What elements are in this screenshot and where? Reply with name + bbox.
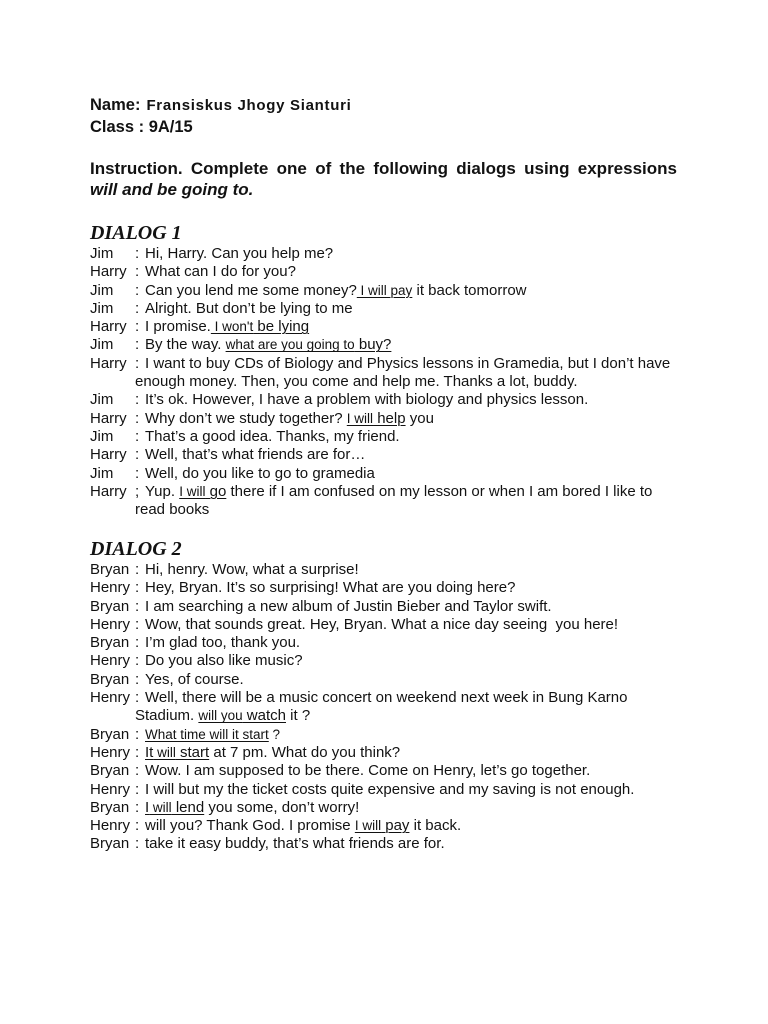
speaker-separator: : (135, 354, 140, 372)
dialog-entry (90, 410, 690, 428)
dialog-entry (90, 483, 690, 520)
dialog-text: it back. (409, 817, 462, 835)
dialog-lines (90, 245, 690, 519)
dialog-text: Well, there will be a music concert on weekend next week in Bung Karno (145, 689, 628, 707)
dialog-line (90, 689, 690, 707)
dialog-line (90, 762, 690, 780)
speaker-separator: : (135, 245, 140, 262)
dialog-text: By the way. (145, 336, 226, 354)
underlined-answer: I will (346, 410, 374, 426)
dialog-line (90, 336, 690, 354)
dialog-entry (90, 598, 690, 616)
speaker-name: Jim (90, 299, 114, 317)
dialog-line (90, 263, 690, 281)
dialog-line (90, 799, 690, 817)
dialog-line (90, 318, 690, 336)
underlined-answer: will (149, 799, 172, 815)
dialog-line (90, 245, 690, 263)
speaker-name: Henry (90, 615, 131, 633)
speaker-separator: : (135, 409, 140, 427)
dialog-entry (90, 689, 690, 726)
speaker-separator: : (135, 446, 140, 464)
dialog-text: I’m glad too, thank you. (145, 634, 301, 652)
underlined-answer: watch (242, 707, 286, 725)
speaker-name: Harry (90, 354, 127, 372)
dialog-entry (90, 263, 690, 281)
speaker-name: Bryan (90, 835, 130, 853)
dialog-line (90, 726, 690, 744)
student-name-line (90, 94, 352, 116)
speaker-separator: : (135, 725, 140, 743)
speaker-separator: : (135, 762, 140, 780)
speaker-separator: ; (135, 482, 140, 500)
dialog-1 (90, 221, 690, 519)
speaker-separator: : (135, 835, 140, 853)
underlined-answer: start (175, 743, 210, 761)
dialog-entry (90, 318, 690, 336)
dialog-text: Do you also like music? (145, 652, 303, 670)
speaker-separator: : (135, 652, 140, 670)
dialog-text: enough money. Then, you come and help me. Thanks a lot, buddy. (135, 373, 578, 391)
speaker-separator: : (135, 579, 140, 597)
dialog-entry (90, 465, 690, 483)
dialog-text: it back tomorrow (412, 281, 527, 299)
dialog-text: What can I do for you? (145, 263, 296, 281)
underlined-answer: be lying (253, 318, 310, 336)
dialog-entry (90, 671, 690, 689)
speaker-name: Henry (90, 743, 131, 761)
dialog-text: Yup. (145, 482, 180, 500)
speaker-name: Harry (90, 482, 127, 500)
speaker-name: Bryan (90, 798, 130, 816)
dialog-line (90, 282, 690, 300)
dialog-entry (90, 652, 690, 670)
underlined-answer: It (145, 743, 154, 761)
dialog-entry (90, 355, 690, 392)
underlined-answer: I (145, 798, 150, 816)
dialog-entry (90, 300, 690, 318)
speaker-separator: : (135, 318, 140, 336)
underlined-answer: I will (179, 483, 206, 499)
dialog-text: Can you lend me some money? (145, 281, 357, 299)
dialog-entry (90, 561, 690, 579)
speaker-name: Bryan (90, 725, 130, 743)
dialog-line (90, 835, 690, 853)
speaker-name: Henry (90, 780, 131, 798)
dialog-entry (90, 817, 690, 835)
underlined-answer: go (205, 482, 227, 500)
underlined-answer: lend (171, 798, 205, 816)
dialog-entry (90, 579, 690, 597)
speaker-name: Jim (90, 391, 114, 409)
dialog-text: take it easy buddy, that’s what friends are for. (145, 835, 445, 853)
speaker-name: Bryan (90, 561, 130, 578)
dialog-line (90, 465, 690, 483)
dialog-lines (90, 561, 690, 854)
underlined-answer: I won't (210, 319, 254, 335)
speaker-separator: : (135, 281, 140, 299)
dialog-title: DIALOG 2 (90, 538, 182, 560)
underlined-answer: will you (198, 708, 243, 724)
speaker-name: Bryan (90, 634, 130, 652)
dialog-line (90, 598, 690, 616)
dialog-text: I will but my the ticket costs quite expensive and my saving is not enough. (145, 780, 635, 798)
speaker-separator: : (135, 634, 140, 652)
speaker-name: Harry (90, 409, 127, 427)
dialog-line (90, 561, 690, 579)
dialog-text: there if I am confused on my lesson or when I am bored I like to (226, 482, 653, 500)
dialog-text: Wow. I am supposed to be there. Come on Henry, let’s go together. (145, 762, 591, 780)
dialog-line (90, 817, 690, 835)
speaker-separator: : (135, 427, 140, 445)
dialog-text: I promise. (145, 318, 211, 336)
speaker-name: Harry (90, 318, 127, 336)
dialog-entry (90, 282, 690, 300)
dialog-text: you some, don’t worry! (204, 798, 360, 816)
speaker-name: Henry (90, 579, 131, 597)
speaker-separator: : (135, 743, 140, 761)
underlined-answer: What time will it start (145, 726, 269, 742)
speaker-name: Jim (90, 464, 114, 482)
dialog-text: Well, that’s what friends are for… (145, 446, 366, 464)
speaker-name: Jim (90, 427, 114, 445)
dialog-text: it ? (286, 707, 311, 725)
dialog-line (90, 579, 690, 597)
dialog-entry (90, 428, 690, 446)
dialog-text: Why don’t we study together? (145, 409, 347, 427)
dialog-line (90, 744, 690, 762)
dialog-line (90, 446, 690, 464)
speaker-separator: : (135, 670, 140, 688)
speaker-name: Harry (90, 446, 127, 464)
speaker-name: Bryan (90, 670, 130, 688)
student-name: Fransiskus Jhogy Sianturi (146, 97, 352, 114)
dialog-entry (90, 634, 690, 652)
dialog-text: Well, do you like to go to gramedia (145, 464, 375, 482)
dialog-line (90, 428, 690, 446)
speaker-separator: : (135, 615, 140, 633)
dialog-text: at 7 pm. What do you think? (209, 743, 401, 761)
dialog-text: ? (268, 726, 281, 742)
speaker-separator: : (135, 597, 140, 615)
dialog-line (90, 410, 690, 428)
speaker-separator: : (135, 336, 140, 354)
speaker-name: Bryan (90, 597, 130, 615)
speaker-separator: : (135, 391, 140, 409)
dialog-text: Hey, Bryan. It’s so surprising! What are you doing here? (145, 579, 516, 597)
speaker-separator: : (135, 689, 140, 707)
speaker-name: Harry (90, 263, 127, 281)
speaker-separator: : (135, 299, 140, 317)
dialog-text: Stadium. (135, 707, 199, 725)
dialog-line (90, 300, 690, 318)
dialog-text: I want to buy CDs of Biology and Physics lessons in Gramedia, but I don’t have (145, 354, 671, 372)
dialog-line (90, 671, 690, 689)
speaker-separator: : (135, 780, 140, 798)
name-label: Name: (90, 96, 141, 114)
speaker-name: Bryan (90, 762, 130, 780)
underlined-answer: what are you going to (225, 337, 355, 353)
speaker-separator: : (135, 561, 140, 578)
dialog-text: Wow, that sounds great. Hey, Bryan. What a nice day seeing you here! (145, 615, 619, 633)
dialog-line (90, 355, 690, 373)
dialog-text: Hi, Harry. Can you help me? (145, 245, 334, 262)
dialog-text: will you? Thank God. I promise (145, 817, 355, 835)
dialog-line (90, 781, 690, 799)
speaker-name: Jim (90, 281, 114, 299)
underlined-answer: help (373, 409, 406, 427)
dialog-line (90, 483, 690, 501)
dialog-line-continuation (90, 707, 690, 725)
dialog-line (90, 616, 690, 634)
instruction (90, 158, 677, 200)
dialog-text: Hi, henry. Wow, what a surprise! (145, 561, 359, 578)
underlined-answer: buy? (354, 336, 392, 354)
speaker-separator: : (135, 817, 140, 835)
dialog-text: Alright. But don’t be lying to me (145, 299, 353, 317)
dialog-text: That’s a good idea. Thanks, my friend. (145, 427, 400, 445)
class-line: Class : 9A/15 (90, 118, 193, 136)
dialog-entry (90, 799, 690, 817)
speaker-separator: : (135, 798, 140, 816)
dialog-text: It’s ok. However, I have a problem with biology and physics lesson. (145, 391, 589, 409)
dialog-entry (90, 336, 690, 354)
dialog-entry (90, 446, 690, 464)
dialog-text: I am searching a new album of Justin Bieber and Taylor swift. (145, 597, 552, 615)
dialog-line-continuation (90, 501, 690, 519)
dialog-2 (90, 537, 690, 854)
dialog-entry (90, 391, 690, 409)
speaker-name: Henry (90, 817, 131, 835)
speaker-name: Jim (90, 336, 114, 354)
dialog-entry (90, 762, 690, 780)
dialog-entry (90, 726, 690, 744)
dialog-entry (90, 616, 690, 634)
speaker-name: Henry (90, 689, 131, 707)
dialog-line (90, 652, 690, 670)
dialog-line (90, 391, 690, 409)
dialog-entry (90, 245, 690, 263)
dialog-entry (90, 744, 690, 762)
dialog-line (90, 634, 690, 652)
instruction-text: Instruction. Complete one of the following dialogs using expressions (90, 159, 677, 178)
dialog-entry (90, 835, 690, 853)
speaker-name: Henry (90, 652, 131, 670)
underlined-answer: pay (381, 817, 410, 835)
dialog-entry (90, 781, 690, 799)
dialog-text: you (405, 409, 434, 427)
dialog-text: read books (135, 501, 210, 519)
underlined-answer: I will pay (356, 282, 413, 298)
instruction-emphasis: will and be going to. (90, 180, 254, 199)
underlined-answer: will (153, 744, 176, 760)
dialog-text: Yes, of course. (145, 670, 244, 688)
dialog-title: DIALOG 1 (90, 222, 182, 244)
dialog-line-continuation (90, 373, 690, 391)
speaker-separator: : (135, 263, 140, 281)
underlined-answer: I will (354, 818, 382, 834)
speaker-name: Jim (90, 245, 114, 262)
speaker-separator: : (135, 464, 140, 482)
